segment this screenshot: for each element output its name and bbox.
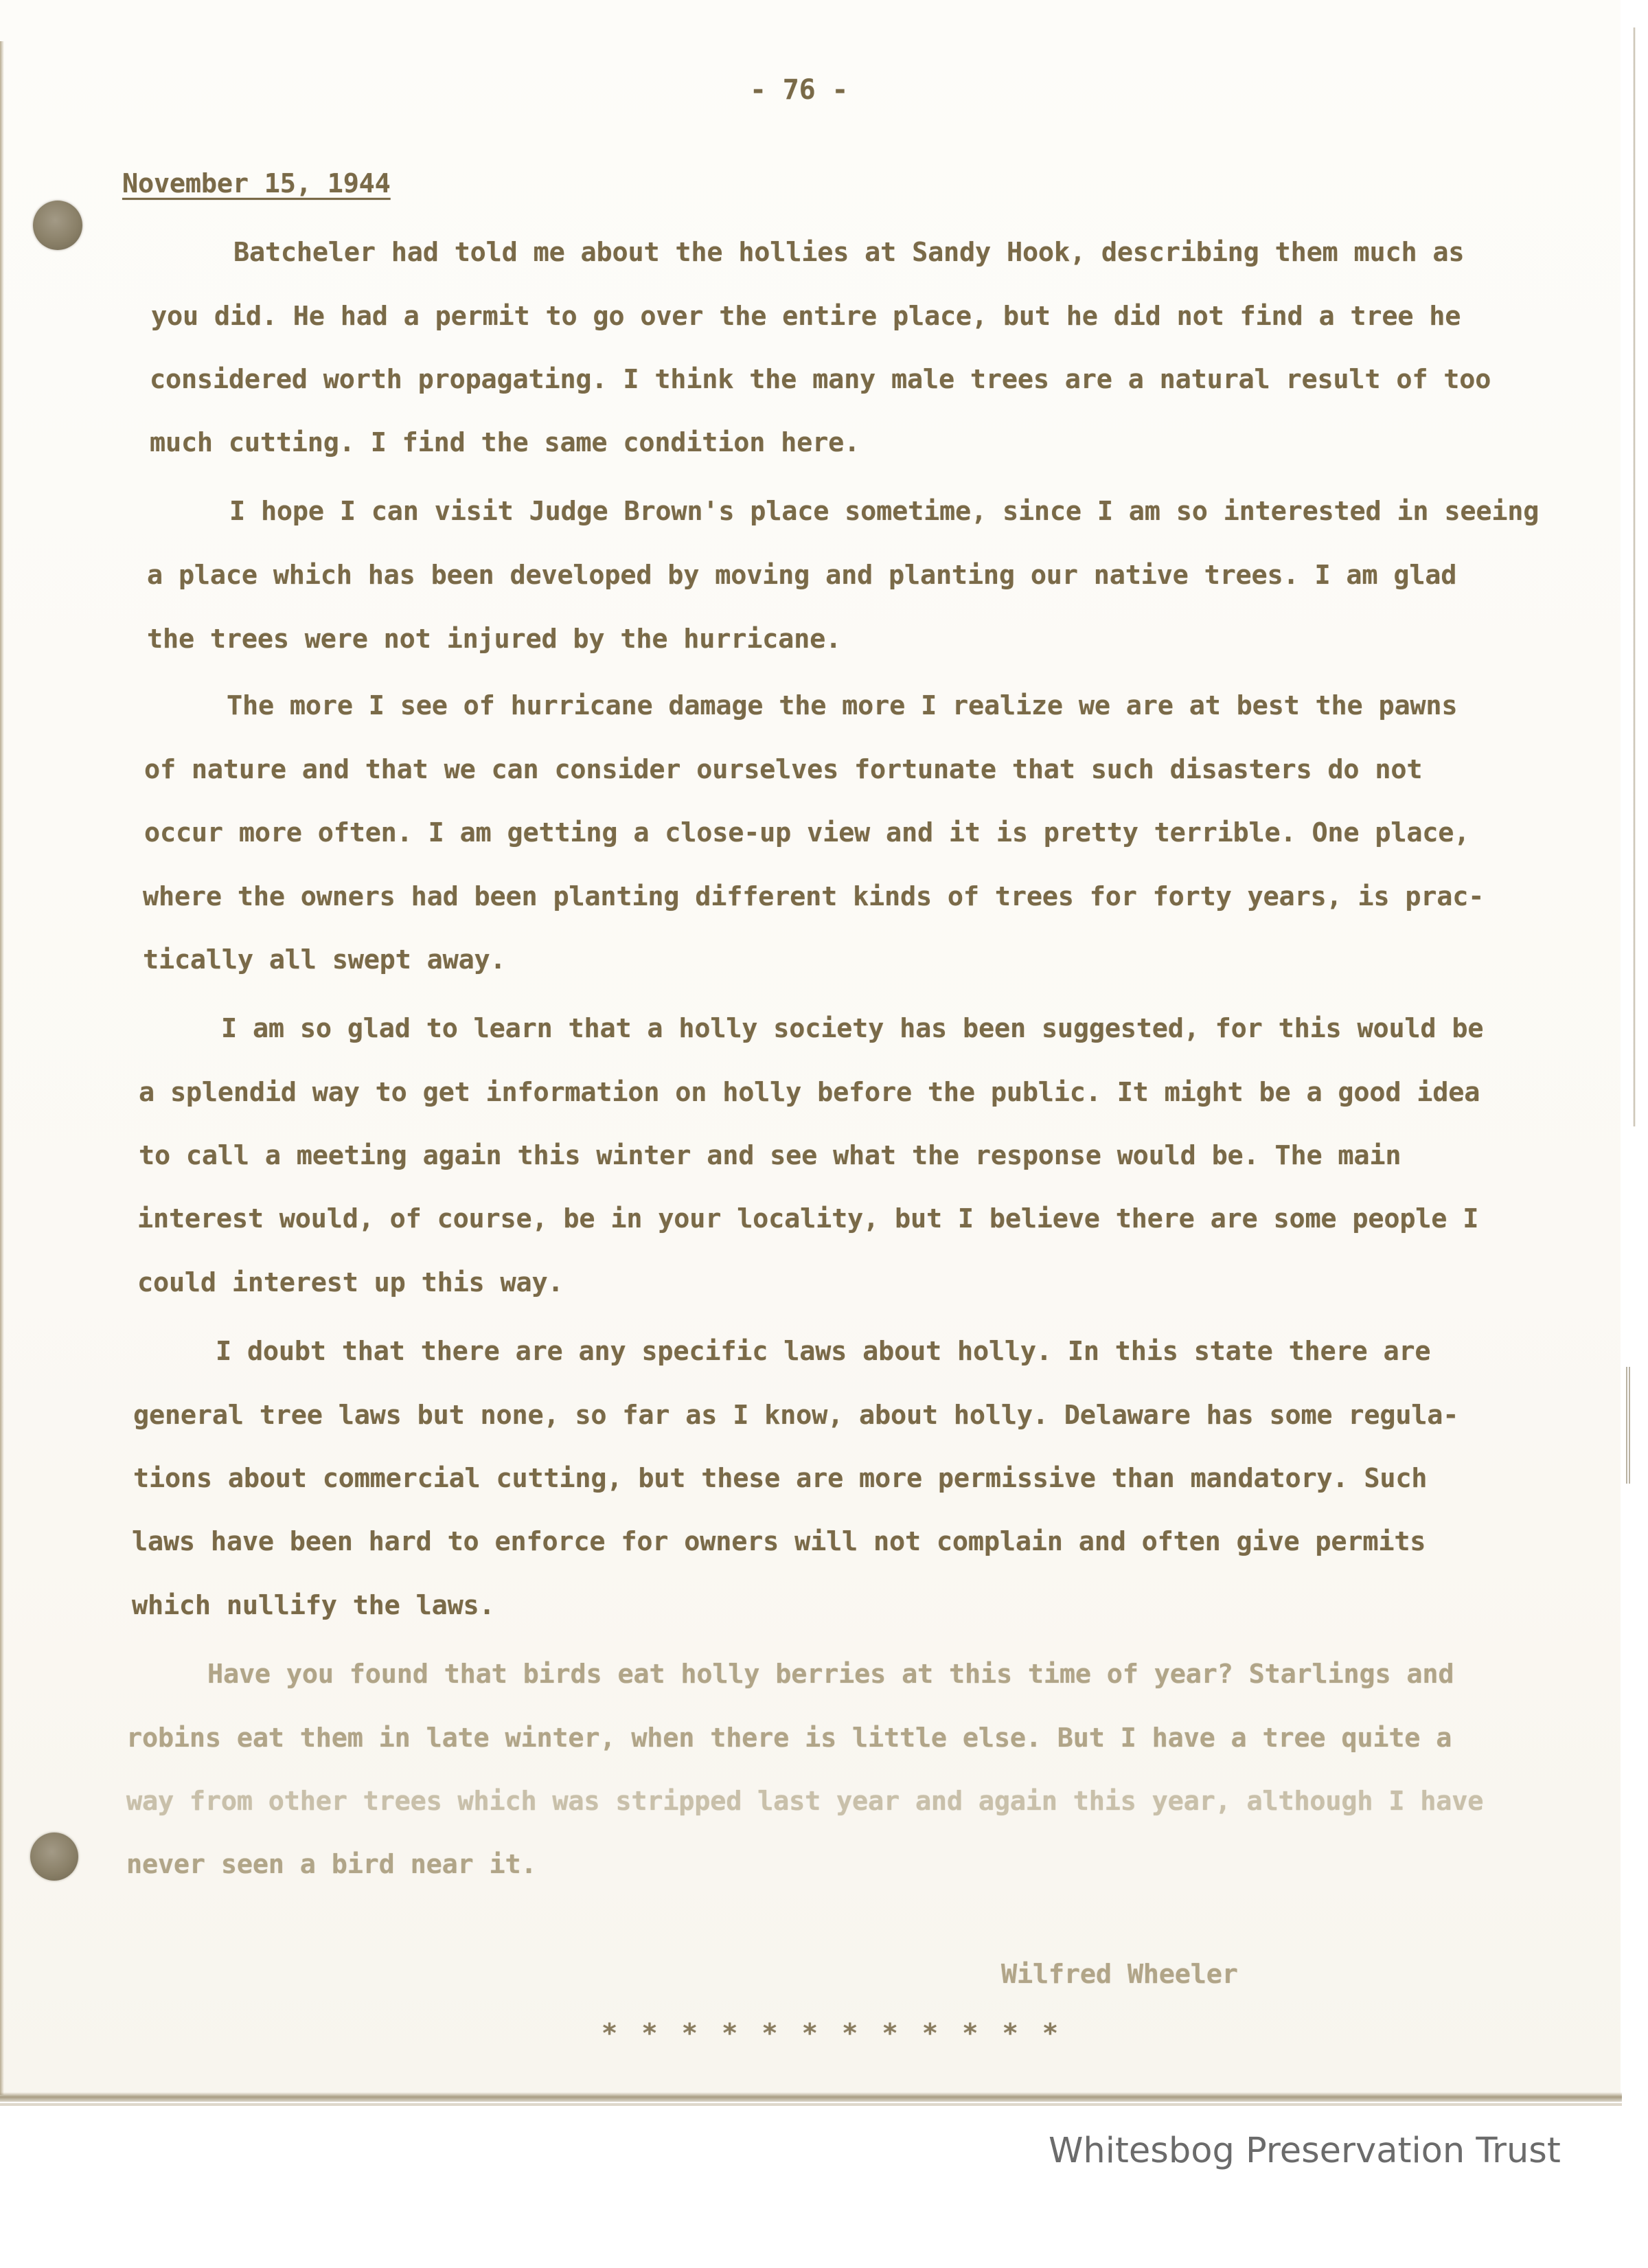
letter-line: never seen a bird near it. (126, 1849, 537, 1880)
right-shadow-edge (1633, 27, 1636, 1126)
watermark-credit: Whitesbog Preservation Trust (1049, 2131, 1561, 2171)
letter-line: general tree laws but none, so far as I know, about holly. Delaware has some regula- (133, 1400, 1459, 1431)
letter-line: Batcheler had told me about the hollies at Sandy Hook, describing them much as (233, 237, 1465, 268)
letter-line: tions about commercial cutting, but these are more permissive than mandatory. Such (133, 1463, 1428, 1494)
letter-line: I doubt that there are any specific laws about holly. In this state there are (216, 1336, 1431, 1367)
letter-line: robins eat them in late winter, when there is little else. But I have a tree quite a (126, 1723, 1452, 1754)
letter-line: you did. He had a permit to go over the entire place, but he did not find a tree he (151, 301, 1461, 332)
letter-line: laws have been hard to enforce for owners will not complain and often give permits (132, 1526, 1426, 1557)
letter-line: where the owners had been planting different kinds of trees for forty years, is prac- (143, 881, 1485, 912)
letter-line: tically all swept away. (143, 944, 506, 975)
letter-line: of nature and that we can consider ourselves fortunate that such disasters do not (144, 754, 1423, 785)
bottom-shadow-edge (0, 2092, 1622, 2102)
letter-line: I am so glad to learn that a holly society has been suggested, for this would be (221, 1013, 1484, 1044)
letter-line: could interest up this way. (137, 1267, 564, 1298)
letter-line: the trees were not injured by the hurricane. (147, 624, 842, 655)
letter-line: to call a meeting again this winter and see what the response would be. The main (139, 1140, 1401, 1171)
letter-line: a place which has been developed by moving and planting our native trees. I am glad (147, 560, 1457, 591)
letter-line: which nullify the laws. (132, 1590, 495, 1621)
left-shadow-edge (0, 41, 4, 2095)
letter-line: occur more often. I am getting a close-up view and it is pretty terrible. One place, (144, 817, 1470, 848)
signature: Wilfred Wheeler (1001, 1959, 1238, 1990)
right-edge-mark (1626, 1367, 1632, 1484)
letter-date: November 15, 1944 (122, 168, 391, 199)
punch-hole-top (33, 201, 82, 250)
letter-line: The more I see of hurricane damage the more I realize we are at best the pawns (227, 690, 1458, 721)
letter-line: way from other trees which was stripped last year and again this year, although I have (126, 1786, 1484, 1817)
page-number: - 76 - (750, 74, 849, 106)
letter-line: interest would, of course, be in your locality, but I believe there are some people I (137, 1203, 1479, 1234)
asterisk-separator: * * * * * * * * * * * * (602, 2018, 1063, 2049)
letter-line: Have you found that birds eat holly berries at this time of year? Starlings and (207, 1659, 1454, 1690)
letter-line: considered worth propagating. I think the many male trees are a natural result of too (150, 364, 1491, 395)
letter-line: I hope I can visit Judge Brown's place sometime, since I am so interested in seeing (229, 496, 1540, 527)
letter-line: much cutting. I find the same condition here. (150, 427, 860, 458)
letter-line: a splendid way to get information on holly before the public. It might be a good idea (139, 1077, 1480, 1108)
bottom-edge-line (0, 2103, 1622, 2106)
punch-hole-bottom (30, 1833, 78, 1881)
